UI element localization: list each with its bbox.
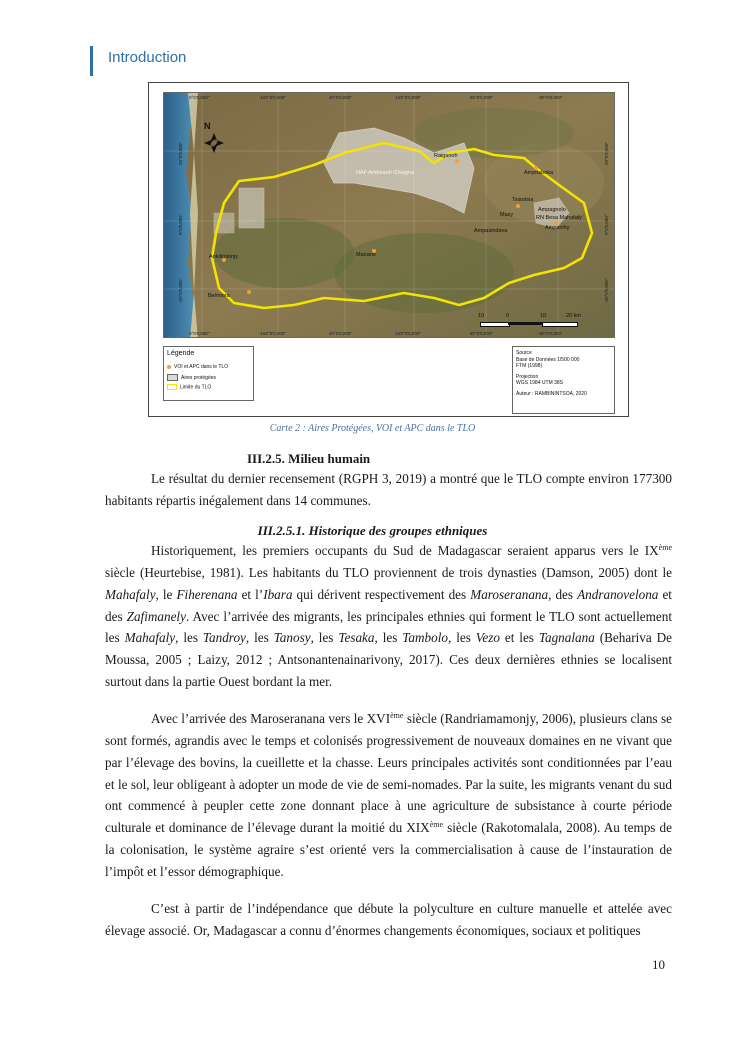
place-label: Ankilimionjy	[209, 254, 239, 260]
scale-label: 0	[506, 313, 510, 319]
place-label: RN Besa Mahafaly	[536, 215, 582, 221]
place-label: Raiganoh	[434, 153, 458, 159]
paragraph-2: Historiquement, les premiers occupants du Sud de Madagascar seraient apparus vers le IXème siècle (Heurtebise, 1981). Les habitants du TLO proviennent de trois dynasties (Damson, 2005) dont le Mahafaly, le Fiherenana et l’Ibara qui dérivent respectivement des Maroseranana, des Andranovelona et des Zafimanely. Avec l’arrivée des migrants, les principales ethnies qui forment le TLO sont actuellement les Mahafaly, les Tandroy, les Tanosy, les Tesaka, les Tambolo, les Vezo et les Tagnalana (Behariva De Moussa, 2005 ; Laizy, 2012 ; Antsonantenainarivony, 2017). Ces deux dernières ethnies se localisent surtout dans la partie Ouest bordant la mer.	[105, 543, 673, 690]
header-accent-bar	[90, 46, 93, 76]
scale-label: 10	[478, 313, 485, 319]
place-label: Ampanihy	[545, 225, 570, 231]
coord-right: 20°0'0,000"	[604, 141, 609, 165]
place-label: NAF Amboanh Ghiagna	[356, 170, 415, 176]
figure-caption: Carte 2 : Aires Protégées, VOI et APC dans le TLO	[269, 423, 476, 434]
page-number: 10	[652, 957, 665, 972]
source-line: Auteur : RAMBININTSOA, 2020	[516, 390, 587, 397]
coord-left: 20°0'0,000"	[178, 141, 183, 165]
paragraph-text: Le résultat du dernier recensement (RGPH 3, 2019) a montré que le TLO compte environ 177300 habitants répartis inégalement dans 14 communes.	[105, 471, 672, 508]
source-line: Projection	[516, 373, 539, 380]
legend-item	[167, 384, 211, 390]
coord-bottom: 0°0'0,000"	[189, 331, 210, 336]
scale-segment	[542, 322, 578, 327]
coord-top: -120°0'0,000"	[394, 95, 422, 100]
place-label: Ampagnolo	[538, 207, 566, 213]
source-line: Base de Données 1/500 000	[516, 356, 580, 363]
coord-bottom: 80°0'0,000"	[470, 331, 494, 336]
legend-item-label: Aires protégées	[181, 374, 217, 381]
coord-bottom: -160°0'0,000"	[259, 331, 287, 336]
place-label: Ampasindava	[474, 228, 508, 234]
map-figure	[148, 82, 629, 417]
place-label: Belmiora	[208, 293, 230, 299]
map-source-box	[512, 346, 615, 414]
paragraph-1	[105, 468, 672, 512]
source-line: FTM (1998)	[516, 363, 543, 369]
scale-label: 10	[540, 313, 547, 319]
coord-top: 0°0'0,000"	[189, 95, 210, 100]
place-label: Masy	[500, 212, 514, 218]
map-image	[163, 92, 615, 338]
grey-box-icon	[167, 374, 178, 381]
coord-left: 0°0'0,000"	[178, 214, 183, 235]
legend-item	[167, 364, 228, 370]
legend-title: Légende	[167, 350, 195, 357]
source-line: WGS 1984 UTM 38S	[516, 380, 563, 386]
section-heading: III.2.5. Milieu humain	[247, 451, 371, 466]
place-label: Manario	[356, 252, 376, 258]
legend-item-label: VOI et APC dans le TLO	[174, 364, 229, 370]
coord-bottom: -120°0'0,000"	[394, 331, 422, 336]
place-label: Ampitaboka	[524, 170, 554, 176]
coord-right: -20°0'0,000"	[604, 278, 609, 303]
north-label: N	[204, 121, 211, 131]
coord-top: -160°0'0,000"	[259, 95, 287, 100]
voi-point	[516, 204, 520, 208]
map-legend	[163, 346, 254, 401]
scale-segment	[508, 322, 542, 325]
legend-item	[167, 374, 216, 381]
voi-point	[455, 159, 459, 163]
coord-bottom: -80°0'0,000"	[538, 331, 563, 336]
header-title: Introduction	[108, 49, 187, 66]
coord-top: 80°0'0,000"	[470, 95, 494, 100]
subsection-heading: III.2.5.1. Historique des groupes ethniques	[257, 523, 488, 538]
vegetation-patch	[214, 218, 354, 288]
paragraph-4	[105, 898, 672, 942]
legend-item-label: Limite du TLO	[180, 384, 212, 391]
vegetation-patch	[414, 108, 574, 158]
coord-bottom: 40°0'0,000"	[329, 331, 353, 336]
place-label: Tsiaotsia	[512, 197, 534, 203]
yellow-outline-icon	[167, 384, 177, 390]
coord-left: -20°0'0,000"	[178, 278, 183, 303]
scale-segment	[480, 322, 510, 327]
scale-bar	[478, 310, 588, 332]
paragraph-text: C’est à partir de l’indépendance que débute la polyculture en culture manuelle et attelée avec élevage associé. Or, Madagascar a connu d’énormes changements économiques, sociaux et politiques	[105, 901, 672, 938]
coord-top: 40°0'0,000"	[329, 95, 353, 100]
coord-right: 0°0'0,000"	[604, 214, 609, 235]
paragraph-3: Avec l’arrivée des Maroseranana vers le XVIème siècle (Randriamamonjy, 2006), plusieurs clans se sont formés, agrandis avec le temps et colonisés progressivement de nouveaux domaines en ne vivant que par l’élevage des bovins, la cueillette et la chasse. Leurs principales activités sont conditionnées par l’eau et le sol, leur obligeant à adopter un mode de vie de semi-nomades. Par la suite, les migrants venant du sud ont commencé à peupler cette zone donnant place à une agriculture de subsistance à courte période culturale et dominance de l’élevage durant la moitié du XIXème siècle (Rakotomalala, 2008). Au temps de la colonisation, le système agraire s’est orienté vers la commercialisation à cause de l’instauration de l’impôt et l’essor démographique.	[105, 711, 672, 879]
coord-top: -80°0'0,000"	[538, 95, 563, 100]
orange-dot-icon	[167, 365, 171, 369]
scale-label: 20 km	[566, 313, 581, 319]
voi-point	[247, 290, 251, 294]
source-line: Source	[516, 350, 532, 356]
protected-area-west	[239, 188, 264, 228]
